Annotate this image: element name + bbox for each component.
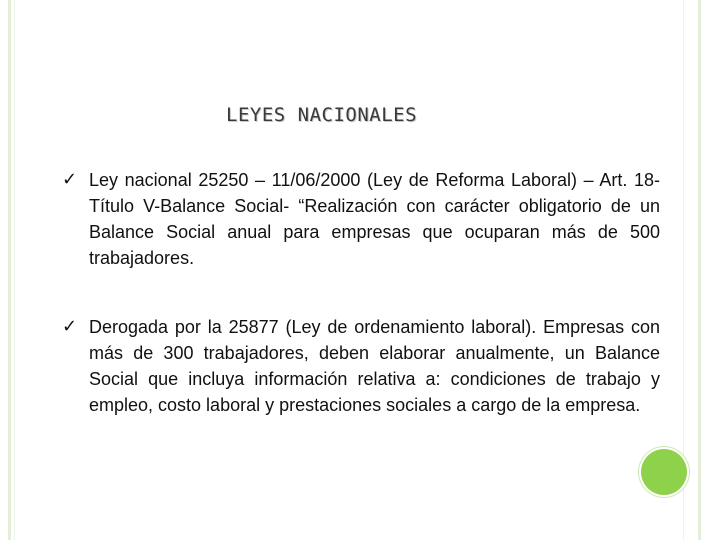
decorative-circle: [641, 449, 687, 495]
list-item-text: Derogada por la 25877 (Ley de ordenamiento laboral). Empresas con más de 300 trabajadores, deben elaborar anualmente, un Balance Social que incluya información relativa a: condiciones de trabajo y empleo, costo laboral y prestaciones sociales a cargo de la empresa.: [89, 317, 660, 415]
list-item-text: Ley nacional 25250 – 11/06/2000 (Ley de Reforma Laboral) – Art. 18-Título V-Balance Social- “Realización con carácter obligatorio de un Balance Social anual para empresas que ocuparan más de 500 trabajadores.: [89, 170, 660, 268]
slide-title: LEYES NACIONALES: [226, 104, 418, 126]
check-icon: ✓: [62, 169, 78, 190]
list-item: [62, 167, 660, 271]
check-icon: ✓: [62, 316, 78, 337]
list-item: [62, 314, 660, 418]
